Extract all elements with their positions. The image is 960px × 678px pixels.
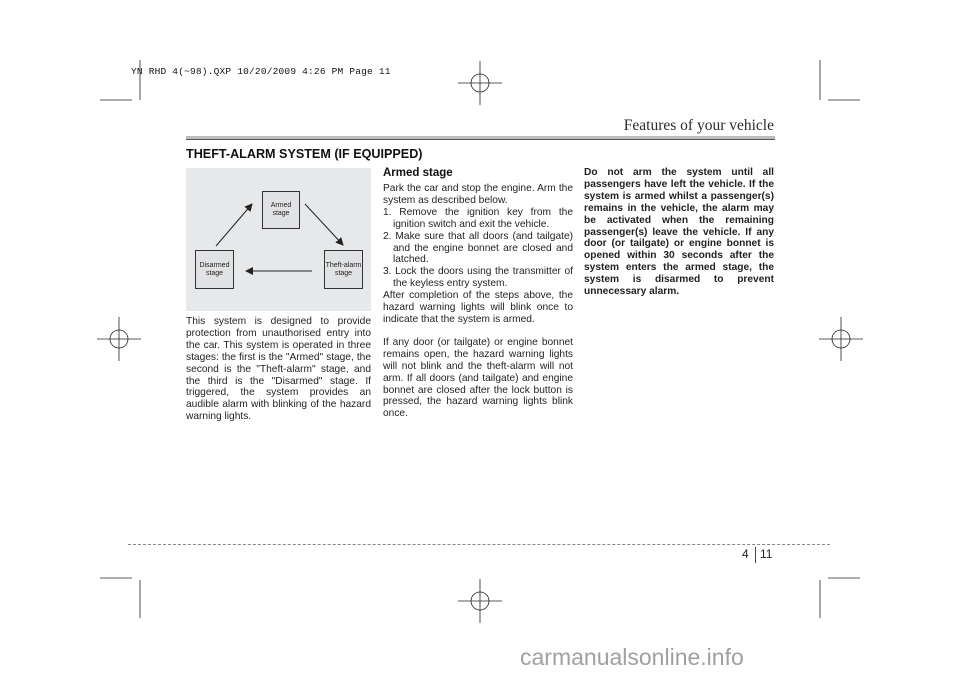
registration-target-right [819, 317, 863, 361]
chapter-number: 4 [742, 547, 749, 561]
registration-target-top [458, 61, 502, 105]
page-number-separator [755, 547, 756, 563]
arming-steps [383, 207, 573, 290]
footer-rule [128, 544, 830, 545]
theft-alarm-stage-box [324, 250, 363, 289]
armed-stage-column [383, 167, 573, 420]
stage-arrows [186, 168, 371, 311]
warning-text: Do not arm the system until all passengers have left the vehicle. If the system is armed whilst a passenger(s) remains in the vehicle, the alarm may be activated when the remaining passenger(s) leave the vehicle. If any door (or tailgate) or engine bonnet is opened within 30 seconds after the system enters the armed stage, the system is disarmed to prevent unnecessary alarm. [584, 167, 774, 298]
armed-stage-label: Armed stage [270, 202, 292, 217]
intro-paragraph: This system is designed to provide protection from unauthorised entry into the car. This system is operated in three stages: the first is the "Armed" stage, the second is the "Theft-alarm" stage, and the third is the "Disarmed" stage. If triggered, the system provides an audible alarm with blinking of the hazard warning lights. [186, 316, 371, 423]
arrow-armed-to-theft [305, 204, 343, 245]
watermark: carmanualsonline.info [520, 644, 744, 670]
armed-stage-heading: Armed stage [383, 167, 453, 179]
intro-column [186, 316, 371, 423]
theft-alarm-stage-label: Theft-alarm stage [325, 261, 362, 277]
armed-stage-lead: Park the car and stop the engine. Arm the system as described below. [383, 183, 573, 206]
arming-step: 2. Make sure that all doors (and tailgate) and the engine bonnet are closed and latched. [383, 230, 573, 266]
armed-stage-box [262, 191, 300, 229]
disarmed-stage-box [195, 250, 234, 289]
registration-target-left [97, 317, 141, 361]
section-title: THEFT-ALARM SYSTEM (IF EQUIPPED) [186, 147, 423, 161]
warning-column [584, 167, 774, 298]
header-rule-line [186, 139, 775, 140]
registration-target-bottom [458, 579, 502, 623]
armed-confirmation-text: After completion of the steps above, the hazard warning lights will blink once to indicate that the system is armed. [383, 290, 573, 325]
stage-diagram [186, 168, 371, 311]
running-head: Features of your vehicle [623, 117, 774, 134]
print-slug: YN RHD 4(~98).QXP 10/20/2009 4:26 PM Page 11 [131, 66, 391, 77]
page-number: 11 [760, 547, 773, 561]
arming-step: 3. Lock the doors using the transmitter of the keyless entry system. [383, 266, 573, 290]
open-door-note: If any door (or tailgate) or engine bonnet remains open, the hazard warning lights will not blink and the theft-alarm will not arm. If all doors (and tailgate) and engine bonnet are closed after the lock button is pressed, the hazard warning lights blink once. [383, 336, 573, 420]
disarmed-stage-label: Disarmed stage [199, 261, 230, 277]
arming-step: 1. Remove the ignition key from the ignition switch and exit the vehicle. [383, 206, 573, 230]
arrow-disarmed-to-armed [216, 204, 252, 246]
